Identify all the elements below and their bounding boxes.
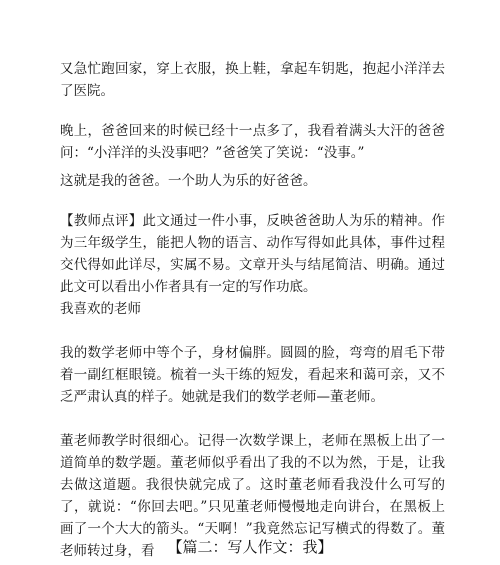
paragraph-evening: 晚上，爸爸回来的时候已经十一点多了，我看着满头大汗的爸爸问：“小洋洋的头没事吧？”爸爸笑了笑说：“没事。” <box>60 123 445 161</box>
essay-title: 我喜欢的老师 <box>60 301 141 317</box>
paragraph-math-class: 董老师教学时很细心。记得一次数学课上，老师在黑板上出了一道简单的数学题。董老师似乎看出了我的不以为然，于是，让我去做这道题。我很快就完成了。这时董老师看我没什么可写的了，就说：“你回去吧。”只见董老师慢慢地走向讲台，在黑板上画了一个大大的箭头。“天啊！”我竟然忘记写横式的得数了。董老师转过身，看 <box>60 433 445 559</box>
paragraph-teacher-description: 我的数学老师中等个子，身材偏胖。圆圆的脸，弯弯的眉毛下带着一副红框眼镜。梳着一头干练的短发，看起来和蔼可亲，又不乏严肃认真的样子。她就是我们的数学老师—董老师。 <box>60 345 445 405</box>
paragraph-teacher-comment: 【教师点评】此文通过一件小事，反映爸爸助人为乐的精神。作为三年级学生，能把人物的语言、动作写得如此具体，事件过程交代得如此详尽，实属不易。文章开头与结尾简洁、明确。通过此文可以看出小作者具有一定的写作功底。 <box>60 213 445 295</box>
paragraph-conclusion: 这就是我的爸爸。一个助人为乐的好爸爸。 <box>60 173 317 189</box>
paragraph-hospital: 又急忙跑回家，穿上衣服，换上鞋，拿起车钥匙，抱起小洋洋去了医院。 <box>60 61 445 99</box>
section-heading: 【篇二：写人作文：我】 <box>167 538 333 556</box>
